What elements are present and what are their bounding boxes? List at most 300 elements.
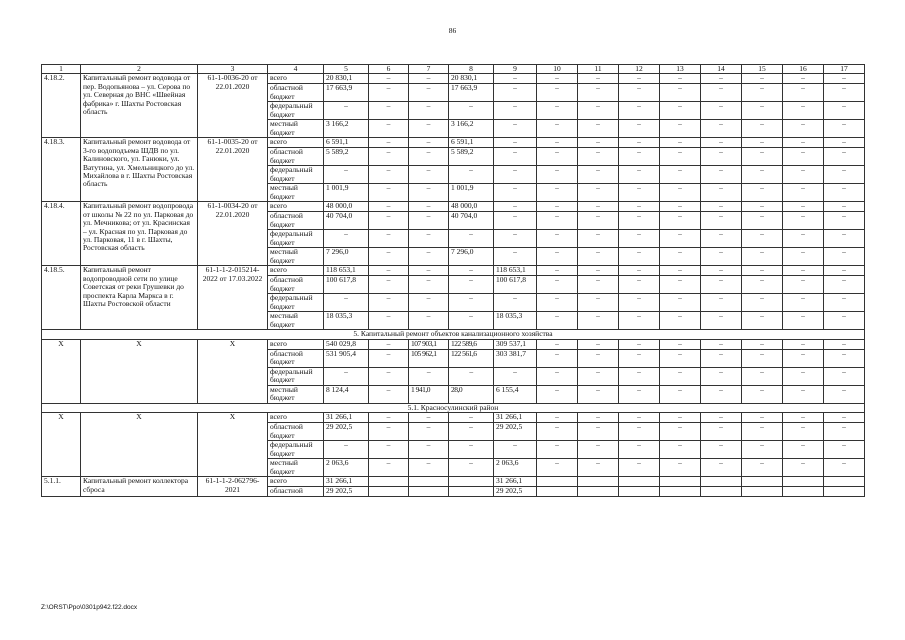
- value-v5: 7 296,0: [324, 248, 369, 266]
- value-v5: –: [324, 166, 369, 184]
- cell-col-11: –: [578, 74, 619, 84]
- value-v6: –: [369, 248, 409, 266]
- value-v5: 118 653,1: [324, 266, 369, 276]
- funding-source: всего: [268, 413, 324, 423]
- cell-col-13: –: [660, 248, 701, 266]
- value-v5: –: [324, 230, 369, 248]
- cell-col-11: –: [578, 248, 619, 266]
- cell-col-12: –: [619, 138, 660, 148]
- project-name: Капитальный ремонт водовода от 3-го водоподъема ШДВ по ул. Калиновского, ул. Ганюки, ул. Ватутина, ул. Хмельницкого до ул. Михайлова в г. Шахты Ростовская область: [81, 138, 198, 202]
- cell-col-13: –: [660, 276, 701, 294]
- value-v6: [369, 487, 409, 497]
- cell-col-14: [701, 477, 742, 487]
- cell-col-16: –: [783, 138, 824, 148]
- funding-source: всего: [268, 74, 324, 84]
- funding-source: местный бюджет: [268, 459, 324, 477]
- cell-col-11: –: [578, 276, 619, 294]
- value-v8: –: [449, 266, 494, 276]
- cell-col-10: –: [537, 230, 578, 248]
- cell-col-14: –: [701, 367, 742, 385]
- table-row: [42, 413, 865, 423]
- cell-col-10: –: [537, 148, 578, 166]
- cell-col-14: –: [701, 138, 742, 148]
- funding-source: местный бюджет: [268, 120, 324, 138]
- cell-col-10: –: [537, 339, 578, 349]
- funding-source: местный бюджет: [268, 184, 324, 202]
- cell-col-10: –: [537, 312, 578, 330]
- value-v8: 48 000,0: [449, 202, 494, 212]
- cell-col-14: [701, 487, 742, 497]
- value-v6: –: [369, 423, 409, 441]
- cell-col-12: –: [619, 184, 660, 202]
- value-v7: –: [409, 138, 449, 148]
- cell-col-11: –: [578, 312, 619, 330]
- cell-col-16: –: [783, 266, 824, 276]
- value-v8: 20 830,1: [449, 74, 494, 84]
- cell-col-16: –: [783, 84, 824, 102]
- cell-col-14: –: [701, 202, 742, 212]
- value-v5: 1 001,9: [324, 184, 369, 202]
- cell-col-16: –: [783, 202, 824, 212]
- cell-col-12: –: [619, 266, 660, 276]
- cell-col-17: [824, 487, 865, 497]
- cell-col-12: –: [619, 84, 660, 102]
- x-marker: Х: [42, 413, 81, 477]
- cell-col-17: –: [824, 248, 865, 266]
- value-v8: –: [449, 423, 494, 441]
- cell-col-13: –: [660, 459, 701, 477]
- table-row: [42, 202, 865, 212]
- cell-col-15: [742, 477, 783, 487]
- cell-col-10: –: [537, 413, 578, 423]
- funding-source: областной бюджет: [268, 84, 324, 102]
- cell-col-12: [619, 477, 660, 487]
- value-v5: 40 704,0: [324, 212, 369, 230]
- cell-col-11: –: [578, 184, 619, 202]
- cell-col-15: –: [742, 276, 783, 294]
- value-v9: –: [494, 202, 537, 212]
- cell-col-15: –: [742, 166, 783, 184]
- value-v8: –: [449, 413, 494, 423]
- cell-col-14: –: [701, 248, 742, 266]
- cell-col-11: –: [578, 138, 619, 148]
- value-v9: 100 617,8: [494, 276, 537, 294]
- cell-col-15: –: [742, 148, 783, 166]
- cell-col-11: –: [578, 441, 619, 459]
- project-id: 4.18.2.: [42, 74, 81, 138]
- cell-col-13: –: [660, 138, 701, 148]
- value-v9: 31 266,1: [494, 477, 537, 487]
- value-v6: –: [369, 459, 409, 477]
- cell-col-12: –: [619, 202, 660, 212]
- cell-col-11: –: [578, 349, 619, 367]
- value-v7: –: [409, 312, 449, 330]
- cell-col-14: –: [701, 230, 742, 248]
- cell-col-10: –: [537, 120, 578, 138]
- cell-col-13: –: [660, 339, 701, 349]
- value-v5: 20 830,1: [324, 74, 369, 84]
- funding-source: федеральный бюджет: [268, 294, 324, 312]
- funding-source: местный бюджет: [268, 248, 324, 266]
- cell-col-17: –: [824, 339, 865, 349]
- value-v9: 2 063,6: [494, 459, 537, 477]
- cell-col-10: –: [537, 248, 578, 266]
- cell-col-10: –: [537, 459, 578, 477]
- budget-table: [41, 64, 865, 497]
- cell-col-16: –: [783, 339, 824, 349]
- funding-source: областной бюджет: [268, 349, 324, 367]
- cell-col-13: –: [660, 84, 701, 102]
- cell-col-12: –: [619, 74, 660, 84]
- cell-col-10: [537, 487, 578, 497]
- value-v9: –: [494, 166, 537, 184]
- cell-col-14: –: [701, 294, 742, 312]
- cell-col-17: –: [824, 413, 865, 423]
- cell-col-12: –: [619, 212, 660, 230]
- cell-col-16: [783, 487, 824, 497]
- cell-col-14: –: [701, 423, 742, 441]
- value-v9: –: [494, 367, 537, 385]
- value-v9: –: [494, 230, 537, 248]
- value-v7: –: [409, 148, 449, 166]
- funding-source: областной бюджет: [268, 423, 324, 441]
- cell-col-15: –: [742, 459, 783, 477]
- project-name: Капитальный ремонт водопроводной сети по улице Советская от реки Грушевки до проспекта Карла Маркса в г. Шахты Ростовской области: [81, 266, 198, 330]
- cell-col-13: –: [660, 294, 701, 312]
- table-row: [42, 339, 865, 349]
- value-v5: 48 000,0: [324, 202, 369, 212]
- section-title-row: [42, 330, 865, 339]
- value-v6: –: [369, 413, 409, 423]
- cell-col-17: –: [824, 230, 865, 248]
- column-number-3: 3: [198, 65, 268, 74]
- cell-col-11: –: [578, 230, 619, 248]
- cell-col-16: –: [783, 459, 824, 477]
- cell-col-16: –: [783, 349, 824, 367]
- value-v7: –: [409, 102, 449, 120]
- value-v8: 28,0: [449, 385, 494, 403]
- cell-col-17: –: [824, 166, 865, 184]
- cell-col-10: –: [537, 441, 578, 459]
- cell-col-17: –: [824, 74, 865, 84]
- cell-col-15: –: [742, 441, 783, 459]
- cell-col-12: –: [619, 166, 660, 184]
- value-v8: 1 001,9: [449, 184, 494, 202]
- cell-col-11: –: [578, 266, 619, 276]
- cell-col-15: –: [742, 120, 783, 138]
- value-v7: –: [409, 294, 449, 312]
- cell-col-13: –: [660, 266, 701, 276]
- cell-col-12: –: [619, 248, 660, 266]
- cell-col-17: –: [824, 349, 865, 367]
- cell-col-15: –: [742, 102, 783, 120]
- funding-source: областной бюджет: [268, 276, 324, 294]
- value-v5: 18 035,3: [324, 312, 369, 330]
- project-doc: 61-1-1-2-015214-2022 от 17.03.2022: [198, 266, 268, 330]
- value-v7: –: [409, 423, 449, 441]
- value-v5: 540 029,8: [324, 339, 369, 349]
- cell-col-13: –: [660, 349, 701, 367]
- cell-col-10: –: [537, 74, 578, 84]
- value-v9: –: [494, 138, 537, 148]
- value-v6: –: [369, 74, 409, 84]
- column-number-5: 5: [324, 65, 369, 74]
- cell-col-15: –: [742, 312, 783, 330]
- cell-col-14: –: [701, 459, 742, 477]
- cell-col-15: –: [742, 230, 783, 248]
- cell-col-14: –: [701, 312, 742, 330]
- value-v8: 122 589,6: [449, 339, 494, 349]
- cell-col-13: –: [660, 441, 701, 459]
- cell-col-13: –: [660, 120, 701, 138]
- cell-col-16: –: [783, 413, 824, 423]
- cell-col-13: –: [660, 312, 701, 330]
- value-v9: 31 266,1: [494, 413, 537, 423]
- value-v6: –: [369, 184, 409, 202]
- value-v6: –: [369, 266, 409, 276]
- cell-col-12: –: [619, 441, 660, 459]
- cell-col-14: –: [701, 120, 742, 138]
- value-v8: –: [449, 166, 494, 184]
- column-number-12: 12: [619, 65, 660, 74]
- value-v7: 107 903,1: [409, 339, 449, 349]
- value-v9: –: [494, 74, 537, 84]
- value-v9: –: [494, 120, 537, 138]
- cell-col-17: –: [824, 459, 865, 477]
- value-v5: 8 124,4: [324, 385, 369, 403]
- cell-col-15: –: [742, 294, 783, 312]
- cell-col-15: –: [742, 266, 783, 276]
- value-v6: –: [369, 294, 409, 312]
- cell-col-16: –: [783, 367, 824, 385]
- column-number-8: 8: [449, 65, 494, 74]
- value-v8: –: [449, 441, 494, 459]
- value-v9: 29 202,5: [494, 487, 537, 497]
- value-v9: –: [494, 441, 537, 459]
- value-v5: 5 589,2: [324, 148, 369, 166]
- column-number-2: 2: [81, 65, 198, 74]
- cell-col-14: –: [701, 349, 742, 367]
- value-v8: –: [449, 312, 494, 330]
- table-row: [42, 74, 865, 84]
- funding-source: областной бюджет: [268, 148, 324, 166]
- funding-source: местный бюджет: [268, 385, 324, 403]
- column-number-17: 17: [824, 65, 865, 74]
- value-v6: –: [369, 138, 409, 148]
- cell-col-13: –: [660, 166, 701, 184]
- x-marker: Х: [198, 413, 268, 477]
- funding-source: всего: [268, 138, 324, 148]
- column-number-16: 16: [783, 65, 824, 74]
- value-v5: 531 905,4: [324, 349, 369, 367]
- value-v7: –: [409, 84, 449, 102]
- cell-col-14: –: [701, 339, 742, 349]
- value-v8: –: [449, 276, 494, 294]
- value-v5: 6 591,1: [324, 138, 369, 148]
- cell-col-16: –: [783, 166, 824, 184]
- value-v5: 2 063,6: [324, 459, 369, 477]
- value-v8: –: [449, 102, 494, 120]
- value-v8: –: [449, 367, 494, 385]
- funding-source: всего: [268, 477, 324, 487]
- cell-col-13: –: [660, 74, 701, 84]
- cell-col-14: –: [701, 212, 742, 230]
- cell-col-10: –: [537, 166, 578, 184]
- value-v5: –: [324, 441, 369, 459]
- value-v6: –: [369, 230, 409, 248]
- cell-col-16: –: [783, 212, 824, 230]
- cell-col-16: –: [783, 248, 824, 266]
- cell-col-15: –: [742, 84, 783, 102]
- value-v7: –: [409, 367, 449, 385]
- cell-col-10: –: [537, 349, 578, 367]
- value-v5: –: [324, 294, 369, 312]
- cell-col-17: –: [824, 212, 865, 230]
- cell-col-13: –: [660, 367, 701, 385]
- value-v5: 17 663,9: [324, 84, 369, 102]
- value-v6: –: [369, 441, 409, 459]
- funding-source: областной: [268, 487, 324, 497]
- project-id: 4.18.4.: [42, 202, 81, 266]
- value-v6: –: [369, 339, 409, 349]
- cell-col-14: –: [701, 266, 742, 276]
- cell-col-11: –: [578, 385, 619, 403]
- column-number-13: 13: [660, 65, 701, 74]
- cell-col-17: –: [824, 441, 865, 459]
- table-row: [42, 266, 865, 276]
- cell-col-17: –: [824, 120, 865, 138]
- value-v9: –: [494, 294, 537, 312]
- value-v5: 31 266,1: [324, 477, 369, 487]
- value-v6: –: [369, 385, 409, 403]
- value-v6: –: [369, 367, 409, 385]
- value-v7: –: [409, 248, 449, 266]
- value-v6: [369, 477, 409, 487]
- cell-col-15: –: [742, 423, 783, 441]
- value-v8: 122 561,6: [449, 349, 494, 367]
- cell-col-11: –: [578, 294, 619, 312]
- value-v9: 118 653,1: [494, 266, 537, 276]
- funding-source: местный бюджет: [268, 312, 324, 330]
- value-v7: –: [409, 74, 449, 84]
- value-v7: [409, 487, 449, 497]
- cell-col-12: –: [619, 102, 660, 120]
- cell-col-13: –: [660, 212, 701, 230]
- column-number-9: 9: [494, 65, 537, 74]
- value-v9: 29 202,5: [494, 423, 537, 441]
- cell-col-16: –: [783, 102, 824, 120]
- value-v7: [409, 477, 449, 487]
- cell-col-16: –: [783, 276, 824, 294]
- funding-source: всего: [268, 339, 324, 349]
- value-v9: 18 035,3: [494, 312, 537, 330]
- value-v6: –: [369, 166, 409, 184]
- value-v9: 303 381,7: [494, 349, 537, 367]
- funding-source: федеральный бюджет: [268, 102, 324, 120]
- cell-col-10: –: [537, 102, 578, 120]
- value-v7: 105 962,1: [409, 349, 449, 367]
- cell-col-17: –: [824, 385, 865, 403]
- value-v7: –: [409, 120, 449, 138]
- value-v7: –: [409, 184, 449, 202]
- cell-col-15: –: [742, 74, 783, 84]
- cell-col-12: –: [619, 294, 660, 312]
- cell-col-11: –: [578, 413, 619, 423]
- project-doc: 61-1-0034-20 от 22.01.2020: [198, 202, 268, 266]
- value-v9: 309 537,1: [494, 339, 537, 349]
- cell-col-13: –: [660, 230, 701, 248]
- cell-col-15: –: [742, 339, 783, 349]
- cell-col-11: [578, 487, 619, 497]
- cell-col-15: –: [742, 212, 783, 230]
- value-v9: –: [494, 148, 537, 166]
- value-v9: –: [494, 212, 537, 230]
- cell-col-10: –: [537, 184, 578, 202]
- value-v9: –: [494, 248, 537, 266]
- cell-col-10: –: [537, 294, 578, 312]
- value-v6: –: [369, 102, 409, 120]
- funding-source: федеральный бюджет: [268, 441, 324, 459]
- cell-col-17: [824, 477, 865, 487]
- x-marker: Х: [81, 339, 198, 403]
- x-marker: Х: [42, 339, 81, 403]
- x-marker: Х: [198, 339, 268, 403]
- column-number-row: [42, 65, 865, 74]
- file-path-footer: Z:\ORST\Ppo\0301p942.f22.docx: [41, 604, 138, 611]
- value-v7: –: [409, 441, 449, 459]
- funding-source: федеральный бюджет: [268, 367, 324, 385]
- cell-col-17: –: [824, 276, 865, 294]
- cell-col-17: –: [824, 266, 865, 276]
- project-doc: 61-1-0035-20 от 22.01.2020: [198, 138, 268, 202]
- x-marker: Х: [81, 413, 198, 477]
- cell-col-16: –: [783, 385, 824, 403]
- project-doc: 61-1-1-2-062796-2021: [198, 477, 268, 497]
- value-v6: –: [369, 84, 409, 102]
- table-row: [42, 477, 865, 487]
- cell-col-12: –: [619, 367, 660, 385]
- cell-col-12: [619, 487, 660, 497]
- cell-col-17: –: [824, 102, 865, 120]
- cell-col-13: –: [660, 184, 701, 202]
- column-number-10: 10: [537, 65, 578, 74]
- value-v7: –: [409, 459, 449, 477]
- cell-col-10: –: [537, 266, 578, 276]
- cell-col-16: [783, 477, 824, 487]
- cell-col-14: –: [701, 74, 742, 84]
- project-doc: 61-1-0036-20 от 22.01.2020: [198, 74, 268, 138]
- value-v7: –: [409, 276, 449, 294]
- value-v5: 100 617,8: [324, 276, 369, 294]
- cell-col-12: –: [619, 276, 660, 294]
- funding-source: федеральный бюджет: [268, 230, 324, 248]
- cell-col-17: –: [824, 423, 865, 441]
- column-number-1: 1: [42, 65, 81, 74]
- cell-col-10: –: [537, 367, 578, 385]
- cell-col-12: –: [619, 312, 660, 330]
- cell-col-13: –: [660, 202, 701, 212]
- cell-col-10: –: [537, 84, 578, 102]
- cell-col-16: –: [783, 74, 824, 84]
- column-number-7: 7: [409, 65, 449, 74]
- cell-col-16: –: [783, 441, 824, 459]
- value-v5: –: [324, 367, 369, 385]
- cell-col-11: –: [578, 459, 619, 477]
- cell-col-14: –: [701, 84, 742, 102]
- cell-col-12: –: [619, 385, 660, 403]
- value-v8: 7 296,0: [449, 248, 494, 266]
- value-v7: –: [409, 202, 449, 212]
